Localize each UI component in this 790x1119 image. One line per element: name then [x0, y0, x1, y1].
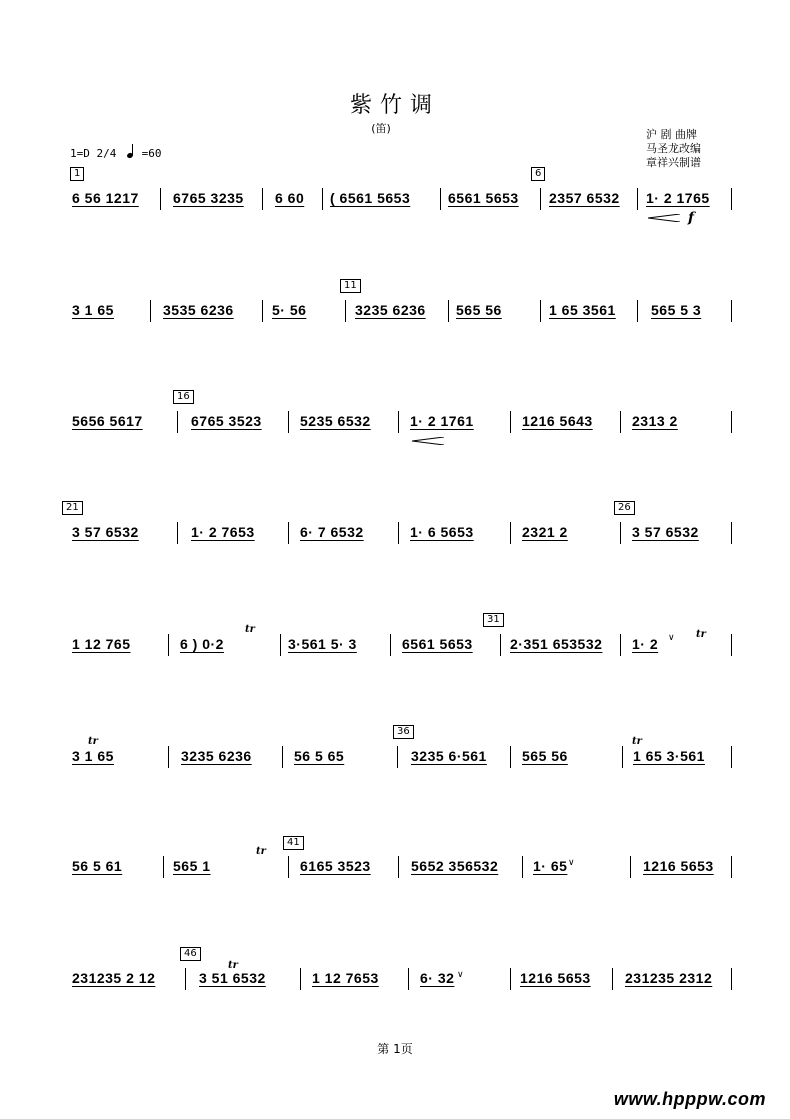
bar-line — [540, 188, 541, 210]
measure: 6165 3523 — [300, 858, 371, 874]
bar-line — [540, 300, 541, 322]
bar-line — [510, 746, 511, 768]
measure-number: 26 — [614, 501, 635, 515]
bar-line — [163, 856, 164, 878]
bar-line — [177, 411, 178, 433]
bar-line — [322, 188, 323, 210]
measure: 1 65 3561 — [549, 302, 616, 318]
trill-mark: tr — [632, 736, 642, 747]
watermark: www.hpppw.com — [613, 1089, 766, 1109]
bar-line — [620, 411, 621, 433]
trill-mark: tr — [256, 846, 266, 857]
bar-line — [731, 856, 732, 878]
bar-line — [440, 188, 441, 210]
bar-line — [398, 856, 399, 878]
score-line — [0, 524, 790, 554]
score-line — [0, 858, 790, 888]
bar-line — [731, 746, 732, 768]
measure: 6561 5653 — [448, 190, 519, 206]
bar-line — [522, 856, 523, 878]
score-line — [0, 970, 790, 1000]
bar-line — [398, 522, 399, 544]
measure: 231235 2312 — [625, 970, 713, 986]
bar-line — [612, 968, 613, 990]
measure: 2357 6532 — [549, 190, 620, 206]
score-subtitle: (笛) — [371, 122, 391, 135]
bar-line — [397, 746, 398, 768]
score-line — [0, 413, 790, 443]
measure: 6· 7 6532 — [300, 524, 364, 540]
measure: 6765 3235 — [173, 190, 244, 206]
bar-line — [731, 634, 732, 656]
score-credits — [646, 128, 701, 170]
bar-line — [731, 968, 732, 990]
bar-line — [620, 522, 621, 544]
measure: 2313 2 — [632, 413, 678, 429]
measure: 231235 2 12 — [72, 970, 156, 986]
bar-line — [731, 300, 732, 322]
bar-line — [288, 522, 289, 544]
measure: 1· 2 1761 — [410, 413, 474, 429]
page-number: 第 1页 — [377, 1042, 413, 1056]
measure: 5656 5617 — [72, 413, 143, 429]
measure: 56 5 61 — [72, 858, 123, 874]
bar-line — [637, 300, 638, 322]
tempo-value: =60 — [141, 147, 162, 160]
score-title: 紫竹调 — [349, 93, 440, 118]
measure: 3235 6236 — [181, 748, 252, 764]
bar-line — [510, 522, 511, 544]
measure: 6 ) 0·2 — [180, 636, 224, 652]
measure: 6· 32 — [420, 970, 455, 986]
crescendo-hairpin — [648, 214, 680, 222]
bar-line — [185, 968, 186, 990]
measure-number: 16 — [173, 390, 194, 404]
bar-line — [262, 188, 263, 210]
measure: 1· 2 7653 — [191, 524, 255, 540]
dynamic-mark: f — [688, 210, 695, 226]
measure: 3535 6236 — [163, 302, 234, 318]
measure-number: 6 — [531, 167, 545, 181]
trill-mark: tr — [228, 960, 238, 971]
bar-line — [282, 746, 283, 768]
bar-line — [731, 522, 732, 544]
measure-number: 21 — [62, 501, 83, 515]
bar-line — [280, 634, 281, 656]
measure: 1· 2 — [632, 636, 659, 652]
bar-line — [345, 300, 346, 322]
measure: 3 57 6532 — [72, 524, 139, 540]
measure: 2·351 653532 — [510, 636, 603, 652]
bar-line — [398, 411, 399, 433]
bar-line — [168, 634, 169, 656]
measure: 5· 56 — [272, 302, 307, 318]
credit-source: 沪 剧 曲牌 — [646, 128, 697, 141]
score-line — [0, 748, 790, 778]
measure-number: 41 — [283, 836, 304, 850]
key-tempo — [70, 146, 161, 160]
bar-line — [288, 411, 289, 433]
measure: 1 12 7653 — [312, 970, 379, 986]
measure: 565 1 — [173, 858, 211, 874]
measure: 1· 6 5653 — [410, 524, 474, 540]
measure: 6561 5653 — [402, 636, 473, 652]
measure-number: 11 — [340, 279, 361, 293]
bar-line — [150, 300, 151, 322]
measure: 56 5 65 — [294, 748, 345, 764]
measure-number: 36 — [393, 725, 414, 739]
measure: 3·561 5· 3 — [288, 636, 357, 652]
measure-number: 1 — [70, 167, 84, 181]
bar-line — [731, 411, 732, 433]
bar-line — [288, 856, 289, 878]
breath-mark: ∨ — [457, 970, 464, 980]
measure: 1216 5653 — [643, 858, 714, 874]
measure: 1 65 3·561 — [633, 748, 705, 764]
measure: ( 6561 5653 — [330, 190, 411, 206]
credit-notation: 章祥兴制谱 — [646, 156, 701, 169]
trill-mark: tr — [696, 629, 706, 640]
bar-line — [731, 188, 732, 210]
measure-number: 46 — [180, 947, 201, 961]
measure: 3 57 6532 — [632, 524, 699, 540]
measure: 565 56 — [522, 748, 568, 764]
breath-mark: ∨ — [668, 633, 675, 643]
bar-line — [300, 968, 301, 990]
breath-mark: ∨ — [568, 858, 575, 868]
measure: 1· 2 1765 — [646, 190, 710, 206]
measure-number: 31 — [483, 613, 504, 627]
bar-line — [160, 188, 161, 210]
bar-line — [622, 746, 623, 768]
bar-line — [408, 968, 409, 990]
bar-line — [390, 634, 391, 656]
bar-line — [168, 746, 169, 768]
measure: 1216 5643 — [522, 413, 593, 429]
measure: 565 5 3 — [651, 302, 702, 318]
measure: 3235 6·561 — [411, 748, 487, 764]
measure: 6 56 1217 — [72, 190, 139, 206]
measure: 1216 5653 — [520, 970, 591, 986]
measure: 3 1 65 — [72, 302, 114, 318]
bar-line — [620, 634, 621, 656]
bar-line — [630, 856, 631, 878]
measure: 1· 65 — [533, 858, 568, 874]
bar-line — [500, 634, 501, 656]
bar-line — [637, 188, 638, 210]
measure: 6 60 — [275, 190, 305, 206]
score-line — [0, 302, 790, 332]
bar-line — [510, 968, 511, 990]
quarter-note-stem-icon — [132, 144, 133, 155]
measure: 2321 2 — [522, 524, 568, 540]
bar-line — [448, 300, 449, 322]
trill-mark: tr — [245, 624, 255, 635]
measure: 565 56 — [456, 302, 502, 318]
measure: 5652 356532 — [411, 858, 499, 874]
key-signature: 1=D 2/4 — [70, 147, 117, 160]
credit-arranger: 马圣龙改编 — [646, 142, 701, 155]
measure: 3 51 6532 — [199, 970, 266, 986]
bar-line — [177, 522, 178, 544]
bar-line — [262, 300, 263, 322]
crescendo-hairpin — [412, 437, 444, 445]
measure: 3235 6236 — [355, 302, 426, 318]
measure: 5235 6532 — [300, 413, 371, 429]
trill-mark: tr — [88, 736, 98, 747]
measure: 6765 3523 — [191, 413, 262, 429]
measure: 3 1 65 — [72, 748, 114, 764]
measure: 1 12 765 — [72, 636, 131, 652]
bar-line — [510, 411, 511, 433]
